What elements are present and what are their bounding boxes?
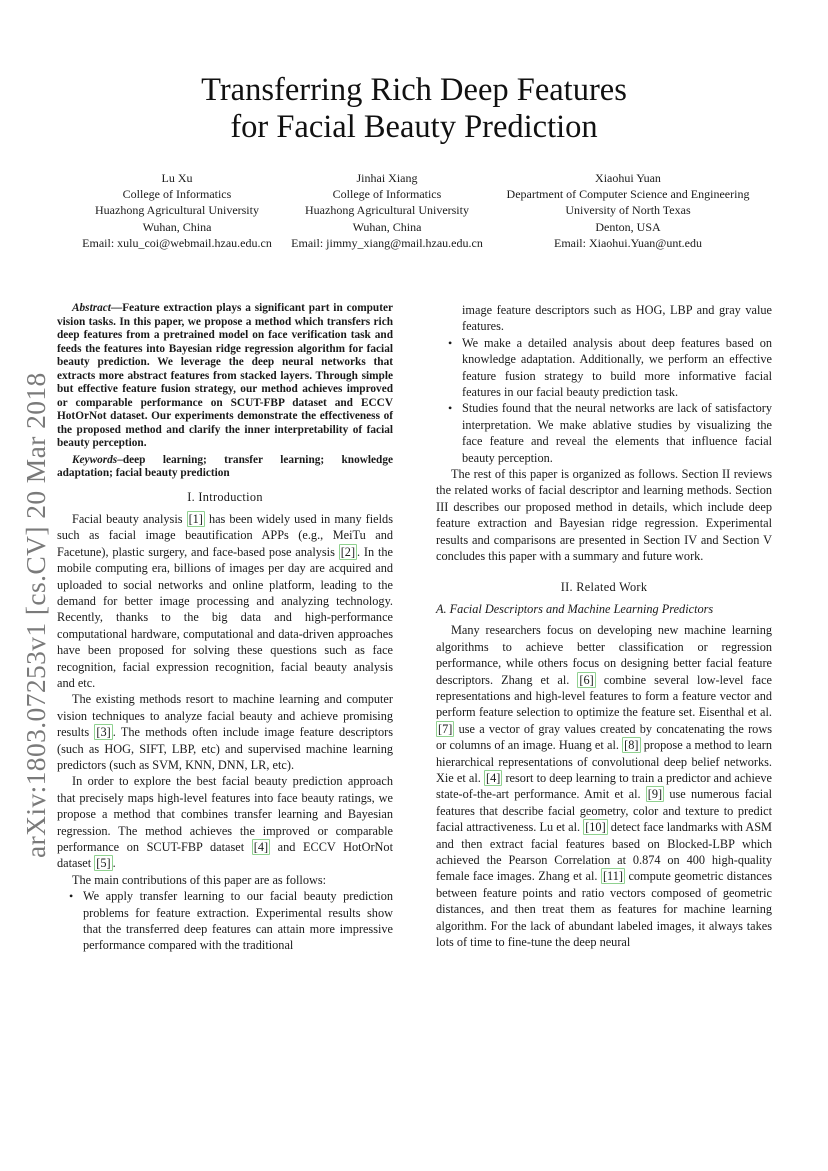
text-run: use a vector of gray values created by concatenating the rows or columns of an image. Huang et al. bbox=[436, 721, 772, 753]
text-run: propose a method to learn hierarchical representations of convolutional deep belief networks. Xie et al. bbox=[436, 738, 772, 785]
abstract bbox=[57, 302, 393, 451]
left-column bbox=[57, 302, 393, 954]
author-dept: College of Informatics bbox=[122, 187, 232, 202]
text-run: and ECCV HotOrNot dataset bbox=[57, 840, 393, 871]
abstract-label: Abstract bbox=[72, 302, 111, 314]
text-run: Many researchers focus on developing new machine learning algorithms to achieve better classification or regression performance, while others focus on designing better facial feature descriptors. Zhang et al. bbox=[436, 623, 772, 687]
citation-link[interactable]: [8] bbox=[624, 738, 639, 753]
author-2 bbox=[274, 170, 500, 251]
author-univ: Huazhong Agricultural University bbox=[95, 203, 259, 218]
text-run: has been widely used in many fields such as facial image beautification APPs (e.g., MeiTu and Facetune), plastic surgery, and face-based pose analysis bbox=[57, 511, 393, 559]
right-column bbox=[436, 302, 772, 950]
author-1 bbox=[57, 170, 297, 251]
citation-link[interactable]: [1] bbox=[188, 511, 203, 526]
subsection-heading: A. Facial Descriptors and Machine Learning Predictors bbox=[436, 601, 714, 616]
text-run: compute geometric distances between feature points and ratio vectors composed of geometric distances, and then treat them as features for machine learning algorithm. For the lack of abundant labeled images, it always takes lots of time to fine-tune the deep neural bbox=[436, 869, 772, 950]
text-run: . bbox=[112, 856, 116, 871]
citation-link[interactable]: [6] bbox=[579, 672, 594, 687]
citation-link[interactable]: [4] bbox=[253, 840, 269, 855]
citation-link[interactable]: [7] bbox=[438, 721, 453, 736]
title-line-2: for Facial Beauty Prediction bbox=[230, 109, 598, 145]
author-univ: University of North Texas bbox=[565, 203, 691, 218]
section-heading-introduction: I. Introduction bbox=[187, 489, 263, 504]
author-email: Email: xulu_coi@webmail.hzau.edu.cn bbox=[82, 235, 272, 250]
intro-paragraph-5: The rest of this paper is organized as follows. Section II reviews the related works of facial descriptor and learning methods. Section III describes our proposed method in details, which include deep feature extraction and Bayesian ridge regression. Experimental results and comparisons are presented in Section IV and Section V concludes this paper with a summary and future work. bbox=[436, 467, 772, 564]
intro-paragraph-2 bbox=[57, 691, 393, 773]
author-city: Wuhan, China bbox=[142, 219, 212, 234]
author-3 bbox=[497, 170, 759, 251]
author-city: Denton, USA bbox=[595, 219, 661, 234]
author-name: Xiaohui Yuan bbox=[595, 171, 661, 185]
citation-link[interactable]: [2] bbox=[340, 544, 356, 559]
text-run: Facial beauty analysis bbox=[72, 511, 187, 526]
intro-paragraph-4: The main contributions of this paper are as follows: bbox=[72, 872, 327, 887]
text-run: resort to deep learning to train a predictor and achieve state-of-the-art performance. Amit et al. bbox=[436, 770, 772, 802]
abstract-text: —Feature extraction plays a significant part in computer vision tasks. In this paper, we propose a method which transfers rich deep features from a pretrained model on face verification task and feeds the features into Bayesian ridge regression algorithm for facial beauty prediction. We leverage the deep neural networks that extracts more abstract features from stacked layers. Through simple but effective feature fusion strategy, our method achieves improved or comparable performance on SCUT-FBP dataset and ECCV HotOrNot dataset. Our experiments demonstrate the effectiveness of the proposed method and clarify the inner interpretability of facial beauty perception. bbox=[57, 302, 393, 449]
keywords-text: –deep learning; transfer learning; knowledge adaptation; facial beauty prediction bbox=[57, 453, 393, 479]
text-run: use numerous facial features that describe facial geometry, color and texture to predict facial attractiveness. Lu et al. bbox=[436, 787, 772, 835]
text-run: The existing methods resort to machine learning and computer vision techniques to analyze facial beauty and achieve promising results bbox=[57, 692, 393, 740]
text-run: detect face landmarks with ASM and then extract facial features based on Blocked-LBP which achieved the Pearson Correlation at 0.874 on 400 high-quality female face images. Zhang et al. bbox=[436, 820, 772, 884]
arxiv-stamp: arXiv:1803.07253v1 [cs.CV] 20 Mar 2018 bbox=[20, 372, 51, 858]
author-city: Wuhan, China bbox=[352, 219, 422, 234]
contributions-list bbox=[57, 888, 393, 954]
keywords-label: Keywords bbox=[72, 453, 118, 466]
author-dept: Department of Computer Science and Engineering bbox=[506, 187, 750, 202]
citation-link[interactable]: [10] bbox=[585, 820, 606, 835]
citation-link[interactable]: [3] bbox=[96, 725, 111, 740]
citation-link[interactable]: [4] bbox=[485, 770, 501, 785]
author-name: Lu Xu bbox=[161, 171, 193, 185]
author-email: Email: Xiaohui.Yuan@unt.edu bbox=[553, 235, 703, 250]
citation-link[interactable]: [11] bbox=[602, 869, 623, 884]
citation-link[interactable]: [9] bbox=[647, 787, 663, 802]
paper-title bbox=[0, 72, 828, 146]
title-line-1: Transferring Rich Deep Features bbox=[201, 72, 627, 108]
text-run: combine several low-level face representations and high-level features to form a feature vector and perform feature selection to optimize the feature set. Eisenthal et al. bbox=[436, 672, 772, 720]
author-name: Jinhai Xiang bbox=[356, 171, 418, 185]
citation-link[interactable]: [5] bbox=[96, 856, 111, 871]
intro-paragraph-3 bbox=[57, 773, 393, 871]
text-run: . In the mobile computing era, billions of images per day are acquired and uploaded to social networks and online platform, leading to the demand for better image processing and analyzing technology. Recently, thanks to the big data and high-performance computational hardware, computational and data-driven approaches have been proposed for solving these questions such as face recognition, facial expression recognition, facial beauty analysis and etc. bbox=[57, 544, 393, 690]
text-run: In order to explore the best facial beauty prediction approach that precisely maps high-level features into face beauty ratings, we propose a method that combines transfer learning and Bayesian regression. The method achieves the improved or comparable performance on SCUT-FBP dataset bbox=[57, 774, 393, 855]
author-email: Email: jimmy_xiang@mail.hzau.edu.cn bbox=[291, 235, 483, 250]
intro-paragraph-1 bbox=[57, 511, 393, 691]
related-paragraph-1 bbox=[436, 622, 772, 950]
contributions-list-continued bbox=[436, 335, 772, 466]
contribution-item-1-continued: image feature descriptors such as HOG, LBP and gray value features. bbox=[462, 303, 772, 334]
contribution-item-3: • Studies found that the neural networks are lack of satisfactory interpretation. We make ablative studies by visualizing the face feature and reveal the elements that influence facial beauty perception. bbox=[436, 400, 772, 466]
contribution-item-2: • We make a detailed analysis about deep features based on knowledge adaptation. Additionally, we perform an effective feature fusion strategy to build more informative facial features in our facial beauty prediction task. bbox=[436, 335, 772, 401]
author-dept: College of Informatics bbox=[332, 187, 442, 202]
keywords bbox=[57, 454, 393, 481]
contribution-item-1: • We apply transfer learning to our facial beauty prediction problems for feature extraction. Experimental results show that the transferred deep features can attain more impressive performance compared with the traditional bbox=[57, 888, 393, 954]
text-run: . The methods often include image feature descriptors (such as HOG, SIFT, LBP, etc) and supervised machine learning predictors (such as SVM, KNN, DNN, LR, etc). bbox=[57, 725, 394, 772]
author-univ: Huazhong Agricultural University bbox=[305, 203, 469, 218]
section-heading-related-work: II. Related Work bbox=[560, 579, 648, 594]
